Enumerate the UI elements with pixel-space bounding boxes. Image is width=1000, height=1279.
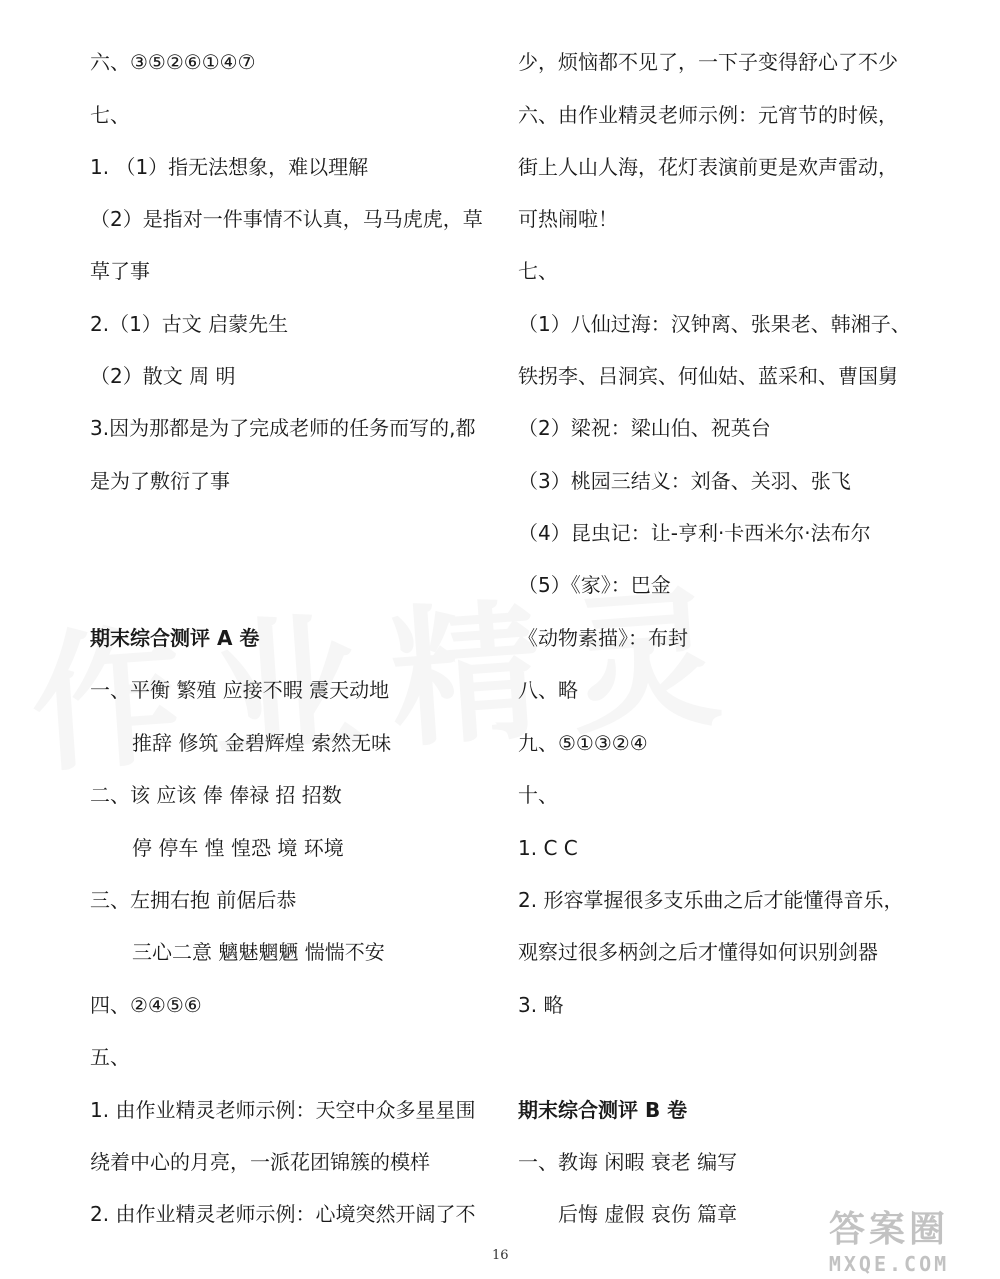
left-line-5: 草了事	[90, 259, 150, 283]
left-line-17: 五、	[90, 1045, 130, 1069]
logo-text-bottom: MXQE.COM	[828, 1251, 950, 1276]
left-line-15: 三心二意 魑魅魍魉 惴惴不安	[132, 940, 385, 964]
right-line-6: （1）八仙过海：汉钟离、张果老、韩湘子、	[518, 312, 911, 336]
left-line-9: 是为了敷衍了事	[90, 469, 230, 493]
section-heading-a: 期末综合测评 A 卷	[90, 626, 260, 650]
left-line-11: 推辞 修筑 金碧辉煌 索然无味	[132, 731, 392, 755]
logo-text-top: 答案圈	[828, 1208, 949, 1250]
left-line-1: 六、③⑤②⑥①④⑦	[90, 50, 256, 74]
right-line-16: 1. C C	[518, 836, 578, 860]
left-line-7: （2）散文 周 明	[90, 364, 236, 388]
right-line-3: 街上人山人海，花灯表演前更是欢声雷动，	[518, 155, 898, 179]
right-line-11: （5）《家》：巴金	[518, 573, 671, 597]
right-line-15: 十、	[518, 783, 558, 807]
left-line-12: 二、该 应该 俸 俸禄 招 招数	[90, 783, 342, 807]
right-line-2: 六、由作业精灵老师示例：元宵节的时候，	[518, 103, 898, 127]
right-line-12: 《动物素描》：布封	[518, 626, 688, 650]
site-logo	[784, 1203, 994, 1276]
left-line-14: 三、左拥右抱 前倨后恭	[90, 888, 297, 912]
right-line-8: （2）梁祝：梁山伯、祝英台	[518, 416, 771, 440]
right-line-4: 可热闹啦！	[518, 207, 618, 231]
right-line-17: 2. 形容掌握很多支乐曲之后才能懂得音乐，	[518, 888, 904, 912]
left-line-19: 绕着中心的月亮，一派花团锦簇的模样	[90, 1150, 430, 1174]
section-heading-b: 期末综合测评 B 卷	[518, 1098, 688, 1122]
left-line-6: 2.（1）古文 启蒙先生	[90, 312, 289, 336]
right-line-9: （3）桃园三结义：刘备、关羽、张飞	[518, 469, 851, 493]
left-line-20: 2. 由作业精灵老师示例：心境突然开阔了不	[90, 1202, 476, 1226]
right-line-13: 八、略	[518, 678, 578, 702]
right-line-20: 一、教诲 闲暇 衰老 编写	[518, 1150, 738, 1174]
left-line-10: 一、平衡 繁殖 应接不暇 震天动地	[90, 678, 390, 702]
right-line-1: 少，烦恼都不见了，一下子变得舒心了不少	[518, 50, 898, 74]
left-line-3: 1. （1）指无法想象，难以理解	[90, 155, 369, 179]
page-number: 16	[492, 1248, 509, 1263]
right-line-10: （4）昆虫记：让-亨利·卡西米尔·法布尔	[518, 521, 871, 545]
left-line-13: 停 停车 惶 惶恐 境 环境	[132, 836, 344, 860]
left-line-2: 七、	[90, 103, 130, 127]
left-line-18: 1. 由作业精灵老师示例：天空中众多星星围	[90, 1098, 476, 1122]
right-line-5: 七、	[518, 259, 558, 283]
left-line-8: 3.因为那都是为了完成老师的任务而写的,都	[90, 416, 476, 440]
left-line-4: （2）是指对一件事情不认真，马马虎虎，草	[90, 207, 483, 231]
right-line-19: 3. 略	[518, 993, 564, 1017]
right-line-7: 铁拐李、吕洞宾、何仙姑、蓝采和、曹国舅	[518, 364, 898, 388]
right-line-21: 后悔 虚假 哀伤 篇章	[558, 1202, 738, 1226]
left-line-16: 四、②④⑤⑥	[90, 993, 202, 1017]
right-line-18: 观察过很多柄剑之后才懂得如何识别剑器	[518, 940, 878, 964]
right-line-14: 九、⑤①③②④	[518, 731, 648, 755]
